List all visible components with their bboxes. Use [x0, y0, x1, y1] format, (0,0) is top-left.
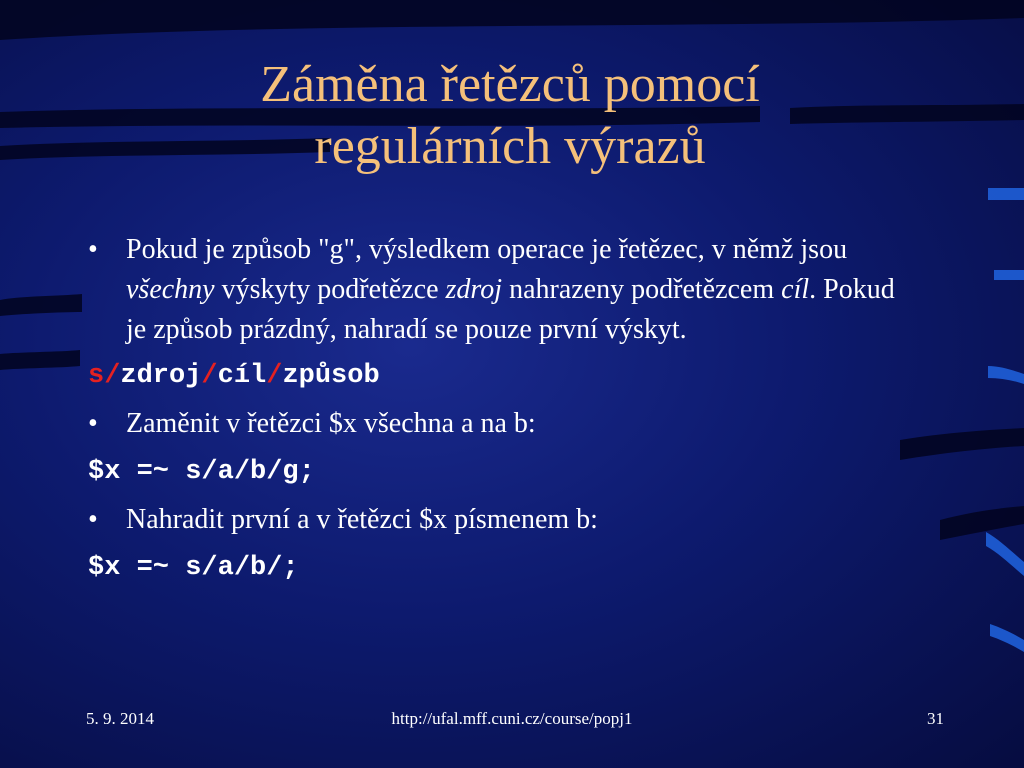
code-example-global: $x =~ s/a/b/g; — [88, 457, 315, 487]
bullet-text-part: nahrazeny podřetězcem — [502, 274, 782, 305]
code-example-first: $x =~ s/a/b/; — [88, 553, 299, 583]
bullet-text-part: výskyty podřetězce — [214, 274, 446, 305]
bullet-icon: • — [88, 408, 98, 439]
syntax-slash: / — [104, 361, 121, 391]
bullet-italic-source: zdroj — [445, 274, 503, 305]
title-line-2: regulárních výrazů — [314, 118, 706, 175]
bullet-replace-first — [88, 500, 918, 540]
syntax-slash: / — [201, 361, 218, 391]
syntax-source: zdroj — [120, 361, 202, 391]
slide-body — [88, 230, 918, 588]
title-line-1: Záměna řetězců pomocí — [260, 56, 760, 113]
syntax-slash: / — [266, 361, 283, 391]
footer-url: http://ufal.mff.cuni.cz/course/popj1 — [391, 709, 633, 728]
bullet-replace-all — [88, 404, 918, 444]
bullet-italic-all: všechny — [126, 274, 215, 305]
bullet-substitution-mode — [88, 230, 918, 350]
bullet-text: Zaměnit v řetězci $x všechna a na b: — [126, 408, 536, 439]
syntax-mode: způsob — [282, 361, 380, 391]
bullet-text-part: . Pokud je způsob prázdný, nahradí se pouze první výskyt. — [126, 274, 895, 345]
footer-date: 5. 9. 2014 — [86, 709, 154, 728]
bullet-italic-target: cíl — [781, 274, 810, 305]
syntax-s: s — [88, 361, 105, 391]
bullet-text-part: Pokud je způsob "g", výsledkem operace je řetězec, v němž jsou — [126, 234, 848, 265]
bullet-icon: • — [88, 234, 98, 265]
syntax-target: cíl — [217, 361, 267, 391]
slide-title — [120, 54, 900, 178]
bullet-icon: • — [88, 504, 98, 535]
substitution-syntax — [88, 356, 918, 396]
bullet-text: Nahradit první a v řetězci $x písmenem b: — [126, 504, 598, 535]
footer-page-number: 31 — [927, 709, 944, 728]
